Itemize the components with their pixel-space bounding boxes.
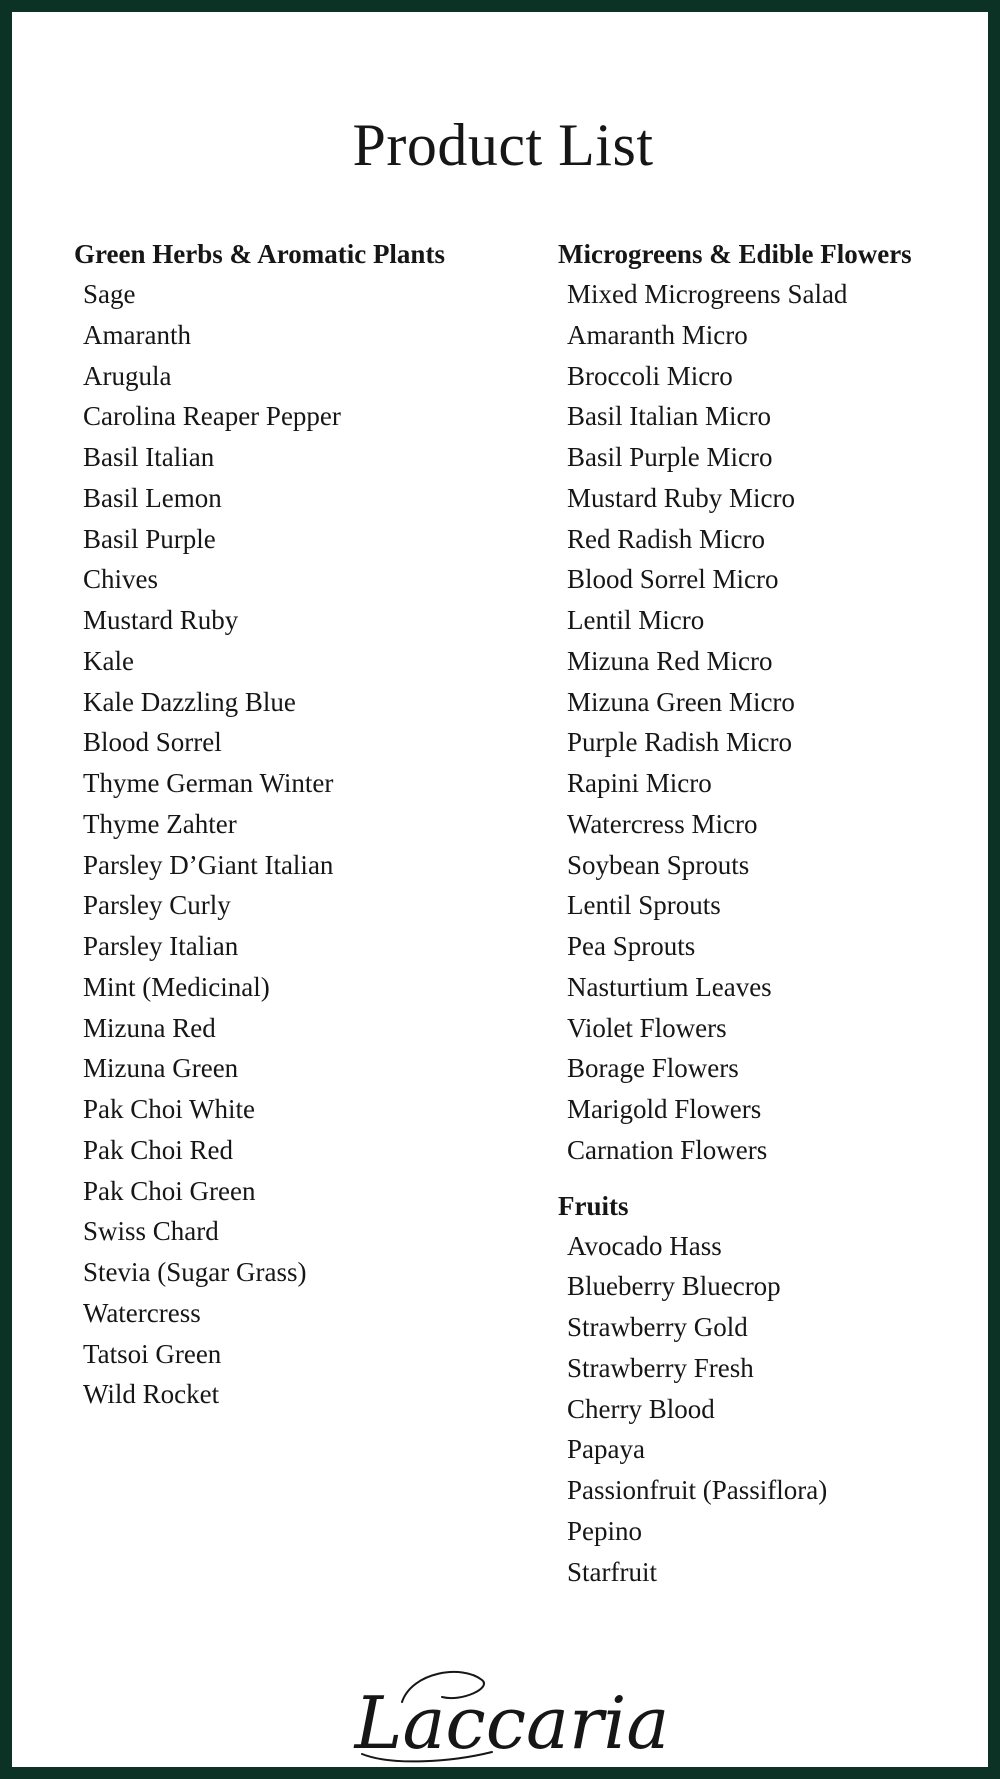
list-item: Carnation Flowers [567,1134,768,1165]
list-item: Basil Purple Micro [567,442,773,472]
list-item: Mixed Microgreens Salad [567,279,848,309]
list-item: Pak Choi White [83,1094,255,1124]
left-column [74,234,514,1415]
section-fruits [558,1186,998,1593]
list-item: Thyme German Winter [83,768,334,798]
item-list-microgreens [558,274,998,1171]
list-item: Marigold Flowers [567,1094,762,1124]
list-item: Wild Rocket [83,1379,220,1410]
section-herbs [74,234,514,1415]
list-item: Kale [83,645,134,676]
list-item: Starfruit [567,1556,657,1587]
list-item: Sage [83,279,136,309]
list-item: Mizuna Red [83,1012,216,1043]
list-item: Amaranth Micro [567,319,748,350]
list-item: Nasturtium Leaves [567,971,772,1002]
list-item: Lentil Micro [567,605,705,635]
list-item: Kale Dazzling Blue [83,686,296,717]
section-heading-fruits: Fruits [558,1190,629,1221]
list-item: Parsley Curly [83,890,231,921]
list-item: Basil Italian [83,442,215,472]
list-item: Pea Sprouts [567,931,696,961]
list-item: Rapini Micro [567,768,712,798]
list-item: Mustard Ruby Micro [567,482,795,513]
list-item: Purple Radish Micro [567,727,792,758]
list-item: Pak Choi Green [83,1175,256,1206]
list-item: Blueberry Bluecrop [567,1271,781,1302]
list-item: Strawberry Gold [567,1312,748,1342]
list-item: Parsley D’Giant Italian [83,849,334,880]
list-item: Stevia (Sugar Grass) [83,1257,307,1287]
section-heading-herbs: Green Herbs & Aromatic Plants [74,239,445,269]
list-item: Papaya [567,1434,645,1465]
list-item: Mizuna Red Micro [567,645,773,676]
list-item: Parsley Italian [83,931,239,961]
list-item: Strawberry Fresh [567,1352,754,1383]
list-item: Mustard Ruby [83,605,239,635]
list-item: Chives [83,564,159,595]
list-item: Mizuna Green Micro [567,686,795,717]
list-item: Amaranth [83,319,191,350]
list-item: Pak Choi Red [83,1134,234,1165]
list-item: Violet Flowers [567,1012,727,1043]
list-item: Watercress [83,1297,201,1328]
list-item: Basil Italian Micro [567,401,771,432]
list-item: Swiss Chard [83,1216,219,1247]
list-item: Borage Flowers [567,1053,739,1084]
section-heading-microgreens: Microgreens & Edible Flowers [558,239,912,269]
list-item: Passionfruit (Passiflora) [567,1475,828,1505]
logo-wordmark: Laccaria [354,1681,670,1765]
page-title: Product List [352,112,654,178]
list-item: Soybean Sprouts [567,849,750,880]
list-item: Blood Sorrel [83,727,222,758]
list-item: Mint (Medicinal) [83,971,270,1002]
list-item: Tatsoi Green [83,1338,222,1369]
list-item: Basil Lemon [83,482,222,513]
list-item: Carolina Reaper Pepper [83,401,341,432]
list-item: Arugula [83,360,172,391]
item-list-fruits [558,1226,998,1593]
list-item: Red Radish Micro [567,523,765,554]
list-item: Blood Sorrel Micro [567,564,779,595]
list-item: Watercress Micro [567,808,758,839]
section-microgreens [558,234,998,1171]
list-item: Pepino [567,1515,643,1546]
list-item: Avocado Hass [567,1230,722,1261]
list-item: Cherry Blood [567,1393,715,1424]
laccaria-logo [342,1662,682,1772]
list-item: Basil Purple [83,523,216,554]
list-item: Thyme Zahter [83,808,237,839]
list-item: Mizuna Green [83,1053,239,1084]
list-item: Broccoli Micro [567,360,733,391]
right-column [558,234,998,1592]
list-item: Lentil Sprouts [567,890,721,921]
item-list-herbs [74,274,514,1415]
